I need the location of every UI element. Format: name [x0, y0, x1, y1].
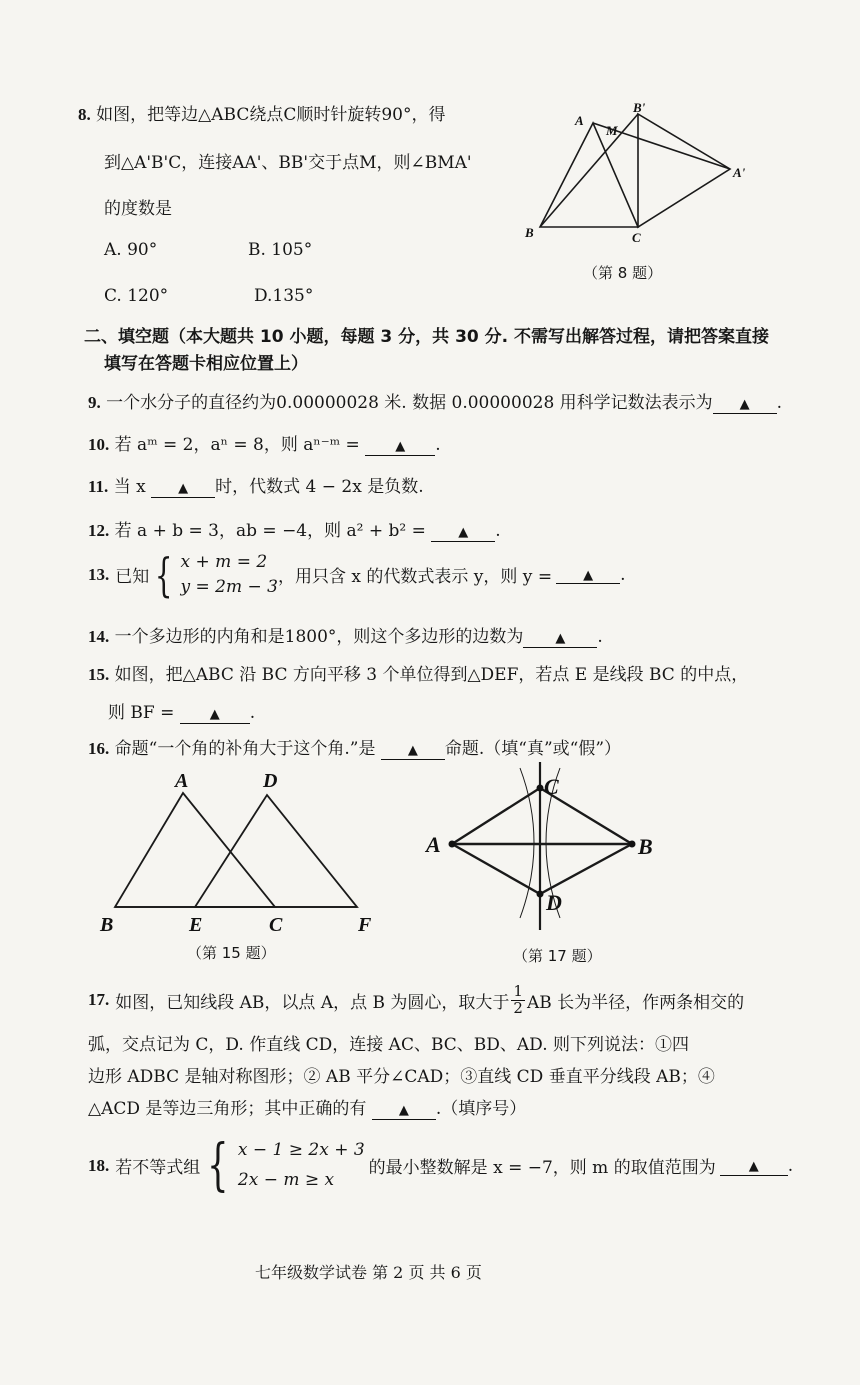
q18-number: 18.	[88, 1155, 110, 1175]
q15-line2	[108, 698, 255, 724]
q14-text: 一个多边形的内角和是1800°，则这个多边形的边数为	[114, 627, 524, 647]
q17-text-4-post: .（填序号）	[435, 1099, 527, 1119]
q18-answer-blank[interactable]	[720, 1156, 788, 1176]
q9	[88, 388, 782, 414]
q17-line1	[88, 984, 744, 1017]
q11-blank-mark: ▲	[178, 481, 189, 496]
q10-answer-blank[interactable]	[365, 436, 435, 456]
q13-equation-2: y = 2m − 3	[180, 576, 278, 597]
q17-text-4-pre: △ACD 是等边三角形；其中正确的有	[88, 1099, 367, 1119]
q18	[88, 1132, 794, 1198]
fig17-label-b: B	[638, 834, 653, 859]
q14	[88, 622, 603, 648]
q15-number: 15.	[88, 665, 110, 684]
q17-answer-blank[interactable]	[372, 1100, 436, 1120]
q12-text: 若 a + b = 3，ab = −4，则 a² + b² =	[114, 521, 426, 541]
fig8-label-c: C	[632, 230, 641, 245]
fig8-label-a: A	[575, 113, 584, 128]
q17-number: 17.	[88, 990, 110, 1010]
q18-blank-mark: ▲	[748, 1158, 759, 1174]
q16-blank-mark: ▲	[407, 743, 418, 758]
q13-number: 13.	[88, 564, 110, 584]
q17-line3: 边形 ADBC 是轴对称图形；② AB 平分∠CAD；③直线 CD 垂直平分线段 AB；④	[88, 1067, 715, 1087]
q13-end: .	[620, 564, 626, 585]
fig15-label-f: F	[358, 914, 372, 936]
q10-blank-mark: ▲	[395, 439, 406, 454]
q14-answer-blank[interactable]	[523, 628, 597, 648]
q8-text-1: 如图，把等边△ABC绕点C顺时针旋转90°，得	[96, 105, 446, 125]
q12-end: .	[495, 521, 501, 541]
q16-answer-blank[interactable]	[381, 740, 445, 760]
q16	[88, 734, 621, 760]
figure-15-caption: （第 15 题）	[187, 944, 276, 962]
q8-line3: 的度数是	[104, 199, 172, 219]
q10	[88, 430, 441, 456]
q17-blank-mark: ▲	[398, 1103, 409, 1118]
fig17-label-a: A	[426, 832, 441, 857]
q17-fraction	[511, 984, 525, 1017]
q13-answer-blank[interactable]	[556, 565, 620, 585]
q8-line1	[78, 100, 445, 125]
q11-text-pre: 当 x	[113, 477, 146, 497]
fig15-label-e: E	[189, 914, 203, 936]
q13-equation-1: x + m = 2	[180, 552, 268, 572]
q14-end: .	[597, 627, 603, 647]
q17-fraction-numerator: 1	[513, 982, 523, 1000]
page-footer: 七年级数学试卷 第 2 页 共 6 页	[255, 1263, 482, 1282]
q17-line4	[88, 1094, 526, 1120]
q13	[88, 547, 626, 602]
q18-text-post: 的最小整数解是 x = −7，则 m 的取值范围为	[368, 1158, 716, 1179]
fig17-label-d: D	[546, 890, 562, 915]
section-2-title-cont: 填写在答题卡相应位置上）	[104, 354, 308, 374]
q15-blank-mark: ▲	[209, 707, 220, 722]
fig17-point-a	[449, 841, 456, 848]
q8-option-d: D.135°	[254, 286, 314, 306]
q12-answer-blank[interactable]	[431, 522, 495, 542]
section-2-title: 二、填空题（本大题共 10 小题，每题 3 分，共 30 分. 不需写出解答过程，请把答案直接	[84, 327, 770, 347]
fig8-triangle-abc	[540, 123, 638, 227]
q13-equation-system	[149, 547, 278, 602]
q11-answer-blank[interactable]	[151, 478, 215, 498]
figure-17	[420, 762, 670, 942]
q11	[88, 472, 424, 498]
fig15-triangle-abc	[115, 793, 275, 907]
q11-text-post: 时，代数式 4 − 2x 是负数.	[215, 477, 424, 497]
fig17-point-b	[629, 841, 636, 848]
figure-8-caption: （第 8 题）	[583, 264, 663, 282]
q8-number: 8.	[78, 105, 91, 124]
q15-text-2: 则 BF =	[108, 703, 175, 723]
q13-text-pre: 已知	[115, 567, 150, 588]
fig15-label-c: C	[269, 914, 283, 936]
figure-15	[95, 765, 395, 940]
q14-blank-mark: ▲	[555, 631, 566, 646]
fig8-label-a1: A'	[733, 165, 746, 180]
fig15-label-d: D	[263, 770, 278, 792]
fig15-triangle-def	[195, 795, 357, 907]
q9-answer-blank[interactable]	[713, 394, 777, 414]
q17-text-1-pre: 如图，已知线段 AB，以点 A，点 B 为圆心，取大于	[115, 992, 510, 1013]
figure-17-caption: （第 17 题）	[513, 947, 602, 965]
q18-inequality-1: x − 1 ≥ 2x + 3	[237, 1140, 365, 1160]
fig17-quadrilateral	[452, 788, 632, 894]
fig17-point-d	[537, 891, 544, 898]
fig8-label-m: M	[606, 123, 618, 138]
q9-end: .	[776, 393, 783, 413]
q11-number: 11.	[88, 477, 109, 496]
q8-option-c: C. 120°	[104, 286, 169, 306]
fig8-triangle-a1b1c	[638, 114, 730, 227]
q10-number: 10.	[88, 435, 110, 454]
q18-inequality-2: 2x − m ≥ x	[237, 1169, 335, 1190]
q15-answer-blank[interactable]	[180, 704, 250, 724]
q15-end: .	[249, 703, 256, 723]
q17-text-1-post: AB 长为半径，作两条相交的	[526, 992, 745, 1013]
q16-text-pre: 命题“一个角的补角大于这个角.”是	[114, 739, 376, 759]
q13-text-post: ，用只含 x 的代数式表示 y，则 y =	[278, 567, 553, 588]
q8-line2: 到△A'B'C，连接AA'、BB'交于点M，则∠BMA'	[104, 153, 472, 173]
q13-brace: {	[155, 547, 173, 602]
q17-line2: 弧，交点记为 C，D. 作直线 CD，连接 AC、BC、BD、AD. 则下列说法：①四	[88, 1035, 690, 1055]
q9-blank-mark: ▲	[739, 397, 750, 412]
q17-fraction-denominator: 2	[513, 998, 523, 1017]
q12-blank-mark: ▲	[458, 525, 469, 540]
q9-number: 9.	[88, 393, 101, 412]
fig15-label-a: A	[175, 770, 189, 792]
fig8-label-b1: B'	[633, 100, 646, 115]
q9-text: 一个水分子的直径约为0.00000028 米. 数据 0.00000028 用科学记数法表示为	[106, 393, 713, 413]
fig15-label-b: B	[100, 914, 114, 936]
fig17-label-c: C	[544, 774, 559, 799]
q8-option-a: A. 90°	[104, 240, 158, 260]
q18-inequality-system	[200, 1132, 365, 1198]
fig8-label-b: B	[525, 225, 534, 240]
q18-text-pre: 若不等式组	[115, 1158, 201, 1179]
q10-text: 若 aᵐ = 2，aⁿ = 8，则 aⁿ⁻ᵐ =	[114, 435, 360, 455]
q16-number: 16.	[88, 739, 110, 758]
q13-blank-mark: ▲	[583, 567, 594, 583]
q14-number: 14.	[88, 627, 110, 646]
q12-number: 12.	[88, 521, 110, 540]
q16-text-post: 命题.（填“真”或“假”）	[444, 739, 622, 759]
q15-text-1: 如图，把△ABC 沿 BC 方向平移 3 个单位得到△DEF，若点 E 是线段 BC 的中点，	[114, 665, 749, 685]
q12	[88, 516, 501, 542]
q8-option-b: B. 105°	[248, 240, 313, 260]
q15-line1	[88, 660, 748, 685]
q10-end: .	[435, 435, 441, 455]
q18-brace: {	[207, 1132, 229, 1198]
q18-end: .	[787, 1155, 794, 1176]
fig17-point-c	[537, 785, 544, 792]
figure-8	[515, 95, 765, 255]
